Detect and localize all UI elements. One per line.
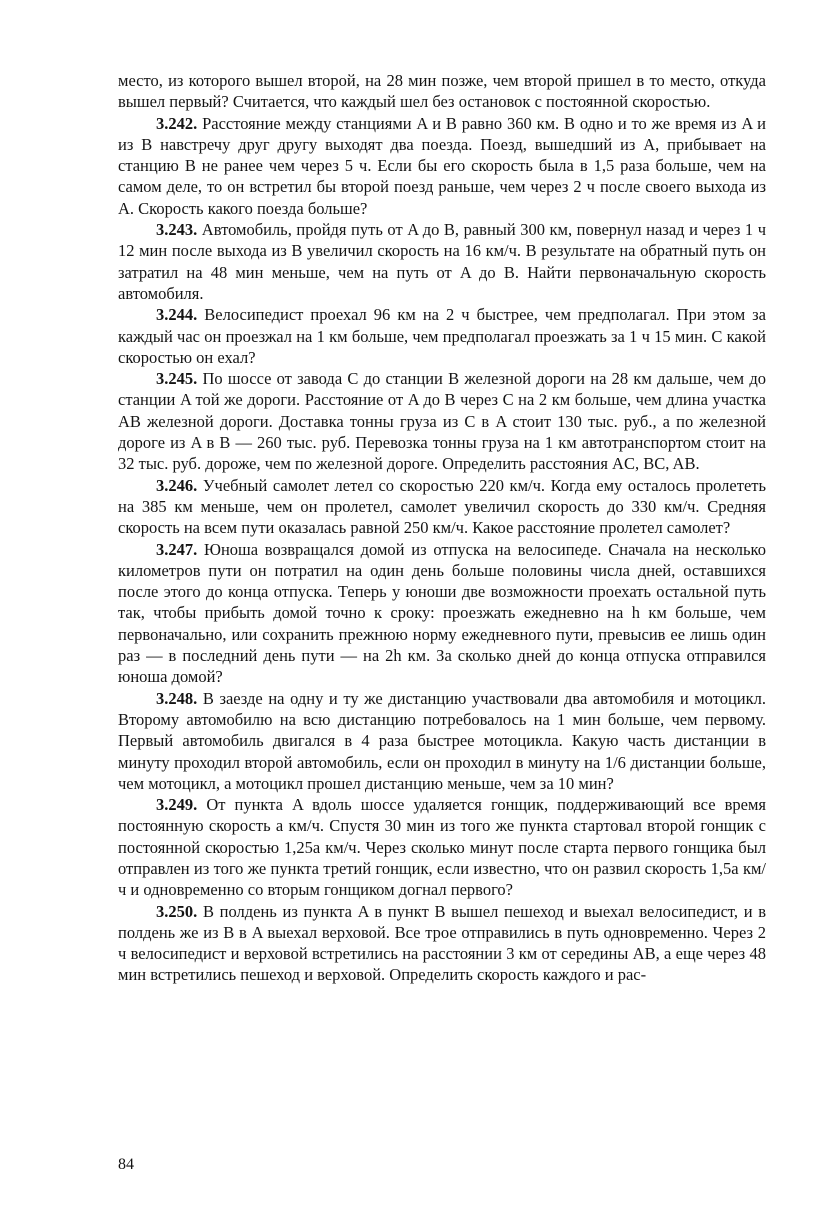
problem-3-248 bbox=[118, 688, 766, 794]
problem-number: 3.243. bbox=[156, 220, 198, 240]
problem-text: Юноша возвращался домой из отпуска на велосипеде. Сначала на несколько километров пути он потратил на один день больше половины числа дней, оставшихся после этого до конца отпуска. Теперь у юноши две возможности проехать остальной путь так, чтобы прибыть домой точно к сроку: проезжать ежедневно на h км больше, чем первоначально, или сохранить прежнюю норму ежедневного пути, превысив ее лишь один раз — в последний день пути — на 2h км. За сколько дней до конца отпуска отправился юноша домой? bbox=[118, 539, 766, 687]
problem-3-245 bbox=[118, 368, 766, 474]
page-number: 84 bbox=[118, 1156, 134, 1173]
problem-3-250 bbox=[118, 901, 766, 986]
problem-number: 3.247. bbox=[156, 539, 198, 559]
problem-3-246 bbox=[118, 475, 766, 539]
problem-text: Автомобиль, пройдя путь от A до B, равный 300 км, повернул назад и через 1 ч 12 мин после выхода из B увеличил скорость на 16 км/ч. В результате на обратный путь он затратил на 48 мин меньше, чем на путь от A до B. Найти первоначальную скорость автомобиля. bbox=[118, 220, 766, 303]
problem-number: 3.242. bbox=[156, 113, 198, 133]
continuation-paragraph: место, из которого вышел второй, на 28 мин позже, чем второй пришел в то место, откуда вышел первый? Считается, что каждый шел без остановок с постоянной скоростью. bbox=[118, 71, 766, 112]
problem-number: 3.250. bbox=[156, 901, 198, 921]
problem-text: Расстояние между станциями A и B равно 360 км. В одно и то же время из A и из B навстречу друг другу выходят два поезда. Поезд, вышедший из A, прибывает на станцию B не ранее чем через 5 ч. Если бы его скорость была в 1,5 раза больше, чем на самом деле, то он встретил бы второй поезд раньше, чем через 2 ч после своего выхода из A. Скорость какого поезда больше? bbox=[118, 113, 766, 218]
problem-text: Учебный самолет летел со скоростью 220 км/ч. Когда ему осталось пролететь на 385 км меньше, чем он пролетел, самолет увеличил скорость до 330 км/ч. Средняя скорость на всем пути оказалась равной 250 км/ч. Какое расстояние пролетел самолет? bbox=[118, 475, 767, 538]
problem-text: От пункта A вдоль шоссе удаляется гонщик, поддерживающий все время постоянную скорость a км/ч. Спустя 30 мин из того же пункта стартовал второй гонщик с постоянной скоростью 1,25a км/ч. Через сколько минут после старта первого гонщика был отправлен из того же пункта третий гонщик, если известно, что он развил скорость 1,5a км/ч и одновременно со вторым гонщиком догнал первого? bbox=[118, 795, 766, 900]
problem-number: 3.249. bbox=[156, 795, 198, 815]
problem-number: 3.246. bbox=[156, 475, 198, 495]
problem-text: В заезде на одну и ту же дистанцию участвовали два автомобиля и мотоцикл. Второму автомобилю на всю дистанцию потребовалось на 1 мин больше, чем первому. Первый автомобиль двигался в 4 раза быстрее мотоцикла. Какую часть дистанции в минуту проходил второй автомобиль, если он проходил в минуту на 1/6 дистанции больше, чем мотоцикл, а мотоцикл прошел дистанцию меньше, чем за 10 мин? bbox=[118, 688, 766, 793]
problem-3-242 bbox=[118, 113, 766, 219]
problem-3-243 bbox=[118, 219, 766, 304]
problem-number: 3.248. bbox=[156, 688, 198, 708]
problem-number: 3.245. bbox=[156, 369, 198, 389]
problem-number: 3.244. bbox=[156, 305, 198, 325]
problem-text: В полдень из пункта A в пункт B вышел пешеход и выехал велосипедист, и в полдень же из B в A выехал верховой. Все трое отправились в путь одновременно. Через 2 ч велосипедист и верховой встретились на расстоянии 3 км от середины AB, а еще через 48 мин встретились пешеход и верховой. Определить скорость каждого и рас- bbox=[118, 901, 767, 985]
problem-3-249 bbox=[118, 794, 766, 900]
problem-text: По шоссе от завода C до станции B железной дороги на 28 км дальше, чем до станции A той же дороги. Расстояние от A до B через C на 2 км больше, чем длина участка AB железной дороги. Доставка тонны груза из C в A стоит 130 тыс. руб., а по железной дороге из A в B — 260 тыс. руб. Перевозка тонны груза на 1 км автотранспортом стоит на 32 тыс. руб. дороже, чем по железной дороге. Определить расстояния AC, BC, AB. bbox=[118, 369, 766, 474]
problem-3-247 bbox=[118, 539, 766, 688]
book-page bbox=[118, 70, 766, 986]
problem-text: Велосипедист проехал 96 км на 2 ч быстрее, чем предполагал. При этом за каждый час он проезжал на 1 км больше, чем предполагал проезжать за 1 ч 15 мин. С какой скоростью он ехал? bbox=[118, 305, 767, 367]
problem-3-244 bbox=[118, 304, 766, 368]
